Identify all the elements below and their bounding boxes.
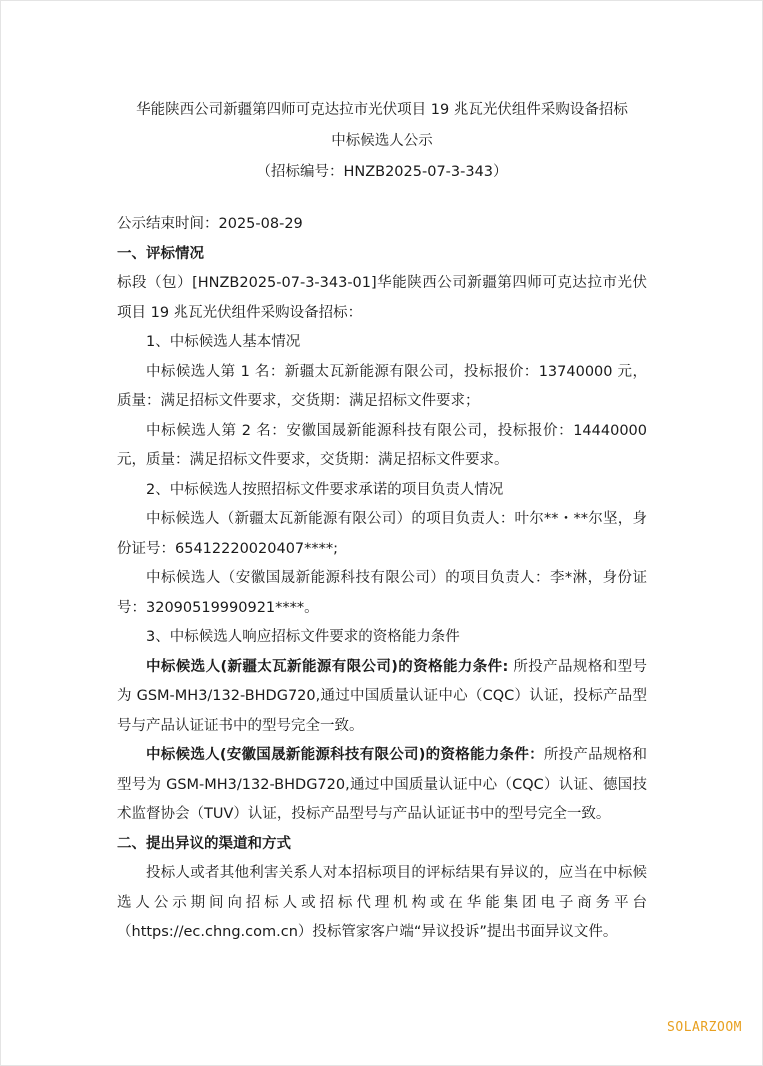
lot-description: 标段（包）[HNZB2025-07-3-343-01]华能陕西公司新疆第四师可克达拉市光伏项目 19 兆瓦光伏组件采购设备招标： (117, 275, 647, 321)
candidate-2: 中标候选人第 2 名：安徽国晟新能源科技有限公司，投标报价：14440000 元，质量：满足招标文件要求，交货期：满足招标文件要求。 (117, 422, 647, 468)
candidate-1: 中标候选人第 1 名：新疆太瓦新能源有限公司，投标报价：13740000 元，质量：满足招标文件要求，交货期：满足招标文件要求； (117, 363, 647, 409)
solarzoom-watermark: SOLARZOOM (667, 1020, 742, 1035)
qualification-2-label: 中标候选人(安徽国晟新能源科技有限公司)的资格能力条件： (146, 747, 544, 763)
document-title-line2: 中标候选人公示 (331, 133, 433, 149)
announcement-end-date: 公示结束时间：2025-08-29 (117, 216, 303, 232)
qualification-2 (117, 741, 647, 830)
tender-code: （招标编号：HNZB2025-07-3-343） (256, 164, 508, 180)
document-body (117, 95, 647, 948)
section1-heading: 一、评标情况 (117, 245, 204, 262)
qualification-2-text: 所投产品规格和型号为 GSM-MH3/132-BHDG720,通过中国质量认证中心（CQC）认证、德国技术监督协会（TUV）认证，投标产品型号与产品认证证书中的型号完全一致。 (117, 747, 647, 822)
sub2-title: 2、中标候选人按照招标文件要求承诺的项目负责人情况 (146, 481, 504, 498)
sub1-title: 1、中标候选人基本情况 (146, 334, 301, 350)
qualification-1 (117, 653, 647, 742)
qualification-1-label: 中标候选人(新疆太瓦新能源有限公司)的资格能力条件: (146, 658, 509, 675)
document-title-line1: 华能陕西公司新疆第四师可克达拉市光伏项目 19 兆瓦光伏组件采购设备招标 (136, 102, 628, 118)
section2-heading: 二、提出异议的渠道和方式 (117, 835, 291, 852)
project-manager-2: 中标候选人（安徽国晟新能源科技有限公司）的项目负责人：李*淋，身份证号：32090519990921****。 (117, 570, 647, 616)
objection-text: 投标人或者其他利害关系人对本招标项目的评标结果有异议的，应当在中标候选人公示期间向招标人或招标代理机构或在华能集团电子商务平台（https://ec.chng.com.cn）投标管家客户端“异议投诉”提出书面异议文件。 (117, 865, 647, 940)
sub3-title: 3、中标候选人响应招标文件要求的资格能力条件 (146, 629, 460, 645)
project-manager-1: 中标候选人（新疆太瓦新能源有限公司）的项目负责人：叶尔**・**尔坚，身份证号：65412220020407****; (117, 511, 647, 557)
qualification-1-text: 所投产品规格和型号为 GSM-MH3/132-BHDG720,通过中国质量认证中心（CQC）认证，投标产品型号与产品认证证书中的型号完全一致。 (117, 658, 647, 734)
